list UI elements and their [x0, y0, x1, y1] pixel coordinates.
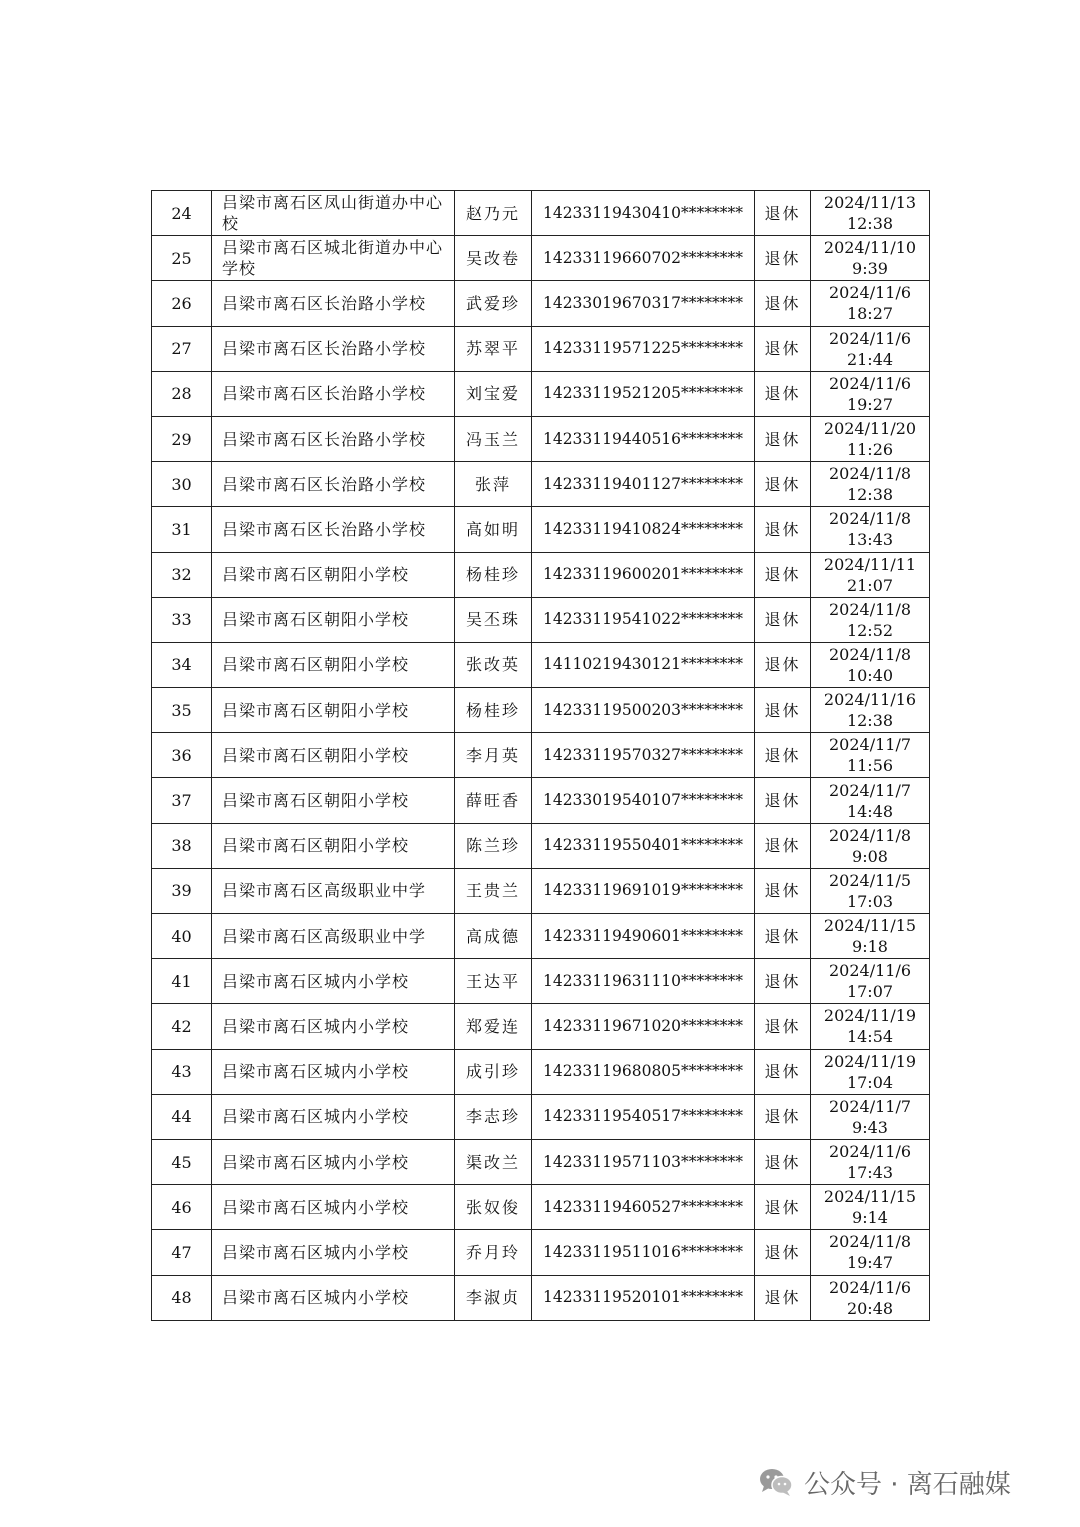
row-number: 33: [152, 597, 212, 642]
row-number: 46: [152, 1185, 212, 1230]
datetime-cell: [811, 733, 930, 778]
row-number: 38: [152, 823, 212, 868]
school-name: 吕梁市离石区朝阳小学校: [212, 552, 455, 597]
table-row: [152, 416, 930, 461]
retiree-roster-table: [151, 190, 930, 1321]
row-number: 25: [152, 236, 212, 281]
table-row: [152, 733, 930, 778]
school-name: 吕梁市离石区城内小学校: [212, 1004, 455, 1049]
status-cell: 退休: [755, 371, 811, 416]
date-text: 2024/11/8: [828, 599, 912, 619]
time-text: 17:03: [846, 891, 894, 911]
date-text: 2024/11/7: [828, 1096, 912, 1116]
table-row: [152, 326, 930, 371]
datetime-cell: [811, 778, 930, 823]
table-row: [152, 1230, 930, 1275]
person-name: 成引珍: [455, 1049, 532, 1094]
row-number: 41: [152, 959, 212, 1004]
table-row: [152, 191, 930, 236]
time-text: 9:14: [852, 1208, 888, 1228]
id-number: 14233119520101********: [532, 1275, 755, 1320]
person-name: 李志珍: [455, 1094, 532, 1139]
row-number: 42: [152, 1004, 212, 1049]
date-text: 2024/11/13: [823, 193, 917, 213]
datetime-cell: [811, 281, 930, 326]
time-text: 9:18: [852, 937, 888, 957]
id-number: 14233119660702********: [532, 236, 755, 281]
time-text: 12:38: [846, 711, 894, 731]
datetime-cell: [811, 959, 930, 1004]
id-number: 14233119430410********: [532, 191, 755, 236]
datetime-cell: [811, 236, 930, 281]
status-cell: 退休: [755, 642, 811, 687]
datetime-cell: [811, 868, 930, 913]
table-row: [152, 462, 930, 507]
person-name: 张萍: [455, 462, 532, 507]
table-row: [152, 371, 930, 416]
table-row: [152, 597, 930, 642]
status-cell: 退休: [755, 326, 811, 371]
date-text: 2024/11/8: [828, 644, 912, 664]
datetime-cell: [811, 507, 930, 552]
datetime-cell: [811, 1139, 930, 1184]
date-text: 2024/11/5: [828, 870, 912, 890]
id-number: 14233119401127********: [532, 462, 755, 507]
school-name: 吕梁市离石区长治路小学校: [212, 416, 455, 461]
person-name: 王达平: [455, 959, 532, 1004]
id-number: 14233119521205********: [532, 371, 755, 416]
row-number: 24: [152, 191, 212, 236]
school-name: 吕梁市离石区长治路小学校: [212, 281, 455, 326]
table-row: [152, 507, 930, 552]
row-number: 29: [152, 416, 212, 461]
person-name: 陈兰珍: [455, 823, 532, 868]
id-number: 14233119410824********: [532, 507, 755, 552]
status-cell: 退休: [755, 959, 811, 1004]
table-row: [152, 281, 930, 326]
id-number: 14233119600201********: [532, 552, 755, 597]
datetime-cell: [811, 462, 930, 507]
person-name: 乔月玲: [455, 1230, 532, 1275]
row-number: 37: [152, 778, 212, 823]
person-name: 高成德: [455, 914, 532, 959]
person-name: 杨桂珍: [455, 552, 532, 597]
date-text: 2024/11/6: [828, 328, 912, 348]
datetime-cell: [811, 1004, 930, 1049]
table-row: [152, 778, 930, 823]
id-number: 14233119691019********: [532, 868, 755, 913]
status-cell: 退休: [755, 778, 811, 823]
roster-table-container: [151, 190, 929, 1321]
time-text: 17:07: [846, 982, 894, 1002]
school-name: 吕梁市离石区长治路小学校: [212, 326, 455, 371]
time-text: 14:54: [846, 1027, 894, 1047]
row-number: 39: [152, 868, 212, 913]
school-name: 吕梁市离石区朝阳小学校: [212, 823, 455, 868]
date-text: 2024/11/16: [823, 690, 917, 710]
date-text: 2024/11/6: [828, 283, 912, 303]
time-text: 19:47: [846, 1253, 894, 1273]
person-name: 张奴俊: [455, 1185, 532, 1230]
person-name: 刘宝爱: [455, 371, 532, 416]
time-text: 9:39: [852, 259, 888, 279]
school-name: 吕梁市离石区城内小学校: [212, 1049, 455, 1094]
id-number: 14233019540107********: [532, 778, 755, 823]
table-row: [152, 823, 930, 868]
school-name: 吕梁市离石区凤山街道办中心校: [212, 191, 455, 236]
person-name: 李淑贞: [455, 1275, 532, 1320]
date-text: 2024/11/8: [828, 464, 912, 484]
row-number: 35: [152, 688, 212, 733]
status-cell: 退休: [755, 1094, 811, 1139]
row-number: 43: [152, 1049, 212, 1094]
school-name: 吕梁市离石区城内小学校: [212, 1139, 455, 1184]
person-name: 赵乃元: [455, 191, 532, 236]
status-cell: 退休: [755, 688, 811, 733]
id-number: 14233119571225********: [532, 326, 755, 371]
table-row: [152, 642, 930, 687]
id-number: 14233119570327********: [532, 733, 755, 778]
person-name: 吴改卷: [455, 236, 532, 281]
person-name: 苏翠平: [455, 326, 532, 371]
person-name: 杨桂珍: [455, 688, 532, 733]
table-row: [152, 688, 930, 733]
school-name: 吕梁市离石区城内小学校: [212, 959, 455, 1004]
date-text: 2024/11/7: [828, 735, 912, 755]
school-name: 吕梁市离石区城北街道办中心学校: [212, 236, 455, 281]
status-cell: 退休: [755, 416, 811, 461]
id-number: 14233119680805********: [532, 1049, 755, 1094]
datetime-cell: [811, 371, 930, 416]
time-text: 17:04: [846, 1072, 894, 1092]
time-text: 20:48: [846, 1298, 894, 1318]
time-text: 9:08: [852, 846, 888, 866]
datetime-cell: [811, 914, 930, 959]
time-text: 12:38: [846, 214, 894, 234]
status-cell: 退休: [755, 236, 811, 281]
date-text: 2024/11/20: [823, 419, 917, 439]
status-cell: 退休: [755, 281, 811, 326]
id-number: 14233119541022********: [532, 597, 755, 642]
date-text: 2024/11/15: [823, 916, 917, 936]
datetime-cell: [811, 642, 930, 687]
status-cell: 退休: [755, 597, 811, 642]
row-number: 30: [152, 462, 212, 507]
date-text: 2024/11/6: [828, 961, 912, 981]
table-row: [152, 914, 930, 959]
school-name: 吕梁市离石区高级职业中学: [212, 868, 455, 913]
id-number: 14233119460527********: [532, 1185, 755, 1230]
person-name: 郑爱连: [455, 1004, 532, 1049]
person-name: 王贵兰: [455, 868, 532, 913]
id-number: 14233119631110********: [532, 959, 755, 1004]
datetime-cell: [811, 416, 930, 461]
time-text: 12:38: [846, 485, 894, 505]
date-text: 2024/11/19: [823, 1051, 917, 1071]
status-cell: 退休: [755, 1004, 811, 1049]
row-number: 34: [152, 642, 212, 687]
datetime-cell: [811, 1230, 930, 1275]
time-text: 9:43: [852, 1117, 888, 1137]
watermark: [758, 1462, 1011, 1502]
row-number: 28: [152, 371, 212, 416]
status-cell: 退休: [755, 1275, 811, 1320]
school-name: 吕梁市离石区朝阳小学校: [212, 597, 455, 642]
school-name: 吕梁市离石区城内小学校: [212, 1275, 455, 1320]
row-number: 47: [152, 1230, 212, 1275]
datetime-cell: [811, 1275, 930, 1320]
date-text: 2024/11/19: [823, 1006, 917, 1026]
row-number: 48: [152, 1275, 212, 1320]
id-number: 14233119500203********: [532, 688, 755, 733]
status-cell: 退休: [755, 868, 811, 913]
school-name: 吕梁市离石区朝阳小学校: [212, 642, 455, 687]
id-number: 14110219430121********: [532, 642, 755, 687]
time-text: 11:26: [846, 440, 894, 460]
table-row: [152, 1094, 930, 1139]
status-cell: 退休: [755, 507, 811, 552]
row-number: 26: [152, 281, 212, 326]
table-row: [152, 1275, 930, 1320]
datetime-cell: [811, 552, 930, 597]
row-number: 27: [152, 326, 212, 371]
school-name: 吕梁市离石区长治路小学校: [212, 371, 455, 416]
row-number: 31: [152, 507, 212, 552]
school-name: 吕梁市离石区朝阳小学校: [212, 688, 455, 733]
date-text: 2024/11/8: [828, 825, 912, 845]
time-text: 21:07: [846, 575, 894, 595]
school-name: 吕梁市离石区长治路小学校: [212, 507, 455, 552]
school-name: 吕梁市离石区城内小学校: [212, 1230, 455, 1275]
datetime-cell: [811, 326, 930, 371]
table-row: [152, 1049, 930, 1094]
datetime-cell: [811, 688, 930, 733]
person-name: 武爱珍: [455, 281, 532, 326]
date-text: 2024/11/6: [828, 373, 912, 393]
status-cell: 退休: [755, 552, 811, 597]
time-text: 18:27: [846, 304, 894, 324]
status-cell: 退休: [755, 1230, 811, 1275]
table-row: [152, 236, 930, 281]
person-name: 吴丕珠: [455, 597, 532, 642]
table-row: [152, 1139, 930, 1184]
date-text: 2024/11/6: [828, 1277, 912, 1297]
datetime-cell: [811, 597, 930, 642]
time-text: 14:48: [846, 801, 894, 821]
row-number: 40: [152, 914, 212, 959]
row-number: 44: [152, 1094, 212, 1139]
status-cell: 退休: [755, 191, 811, 236]
datetime-cell: [811, 1094, 930, 1139]
school-name: 吕梁市离石区高级职业中学: [212, 914, 455, 959]
person-name: 冯玉兰: [455, 416, 532, 461]
date-text: 2024/11/8: [828, 1232, 912, 1252]
row-number: 36: [152, 733, 212, 778]
person-name: 李月英: [455, 733, 532, 778]
row-number: 32: [152, 552, 212, 597]
datetime-cell: [811, 1049, 930, 1094]
date-text: 2024/11/11: [823, 554, 917, 574]
watermark-text: 公众号 · 离石融媒: [804, 1469, 1011, 1500]
time-text: 17:43: [846, 1163, 894, 1183]
status-cell: 退休: [755, 462, 811, 507]
school-name: 吕梁市离石区城内小学校: [212, 1094, 455, 1139]
person-name: 薛旺香: [455, 778, 532, 823]
table-row: [152, 1004, 930, 1049]
date-text: 2024/11/7: [828, 780, 912, 800]
table-row: [152, 959, 930, 1004]
person-name: 高如明: [455, 507, 532, 552]
school-name: 吕梁市离石区朝阳小学校: [212, 733, 455, 778]
status-cell: 退休: [755, 1185, 811, 1230]
id-number: 14233119671020********: [532, 1004, 755, 1049]
datetime-cell: [811, 823, 930, 868]
id-number: 14233119571103********: [532, 1139, 755, 1184]
school-name: 吕梁市离石区朝阳小学校: [212, 778, 455, 823]
time-text: 13:43: [846, 530, 894, 550]
school-name: 吕梁市离石区城内小学校: [212, 1185, 455, 1230]
status-cell: 退休: [755, 914, 811, 959]
date-text: 2024/11/15: [823, 1187, 917, 1207]
status-cell: 退休: [755, 1049, 811, 1094]
table-row: [152, 1185, 930, 1230]
wechat-icon: [758, 1467, 794, 1497]
time-text: 21:44: [846, 349, 894, 369]
person-name: 张改英: [455, 642, 532, 687]
time-text: 10:40: [846, 665, 894, 685]
date-text: 2024/11/10: [823, 238, 917, 258]
status-cell: 退休: [755, 733, 811, 778]
time-text: 11:56: [846, 756, 894, 776]
id-number: 14233119511016********: [532, 1230, 755, 1275]
row-number: 45: [152, 1139, 212, 1184]
table-body: [152, 191, 930, 1321]
table-row: [152, 552, 930, 597]
id-number: 14233119550401********: [532, 823, 755, 868]
datetime-cell: [811, 1185, 930, 1230]
status-cell: 退休: [755, 1139, 811, 1184]
status-cell: 退休: [755, 823, 811, 868]
id-number: 14233119490601********: [532, 914, 755, 959]
id-number: 14233119540517********: [532, 1094, 755, 1139]
person-name: 渠改兰: [455, 1139, 532, 1184]
time-text: 19:27: [846, 394, 894, 414]
table-row: [152, 868, 930, 913]
time-text: 12:52: [846, 620, 894, 640]
date-text: 2024/11/8: [828, 509, 912, 529]
date-text: 2024/11/6: [828, 1142, 912, 1162]
datetime-cell: [811, 191, 930, 236]
school-name: 吕梁市离石区长治路小学校: [212, 462, 455, 507]
id-number: 14233119440516********: [532, 416, 755, 461]
id-number: 14233019670317********: [532, 281, 755, 326]
